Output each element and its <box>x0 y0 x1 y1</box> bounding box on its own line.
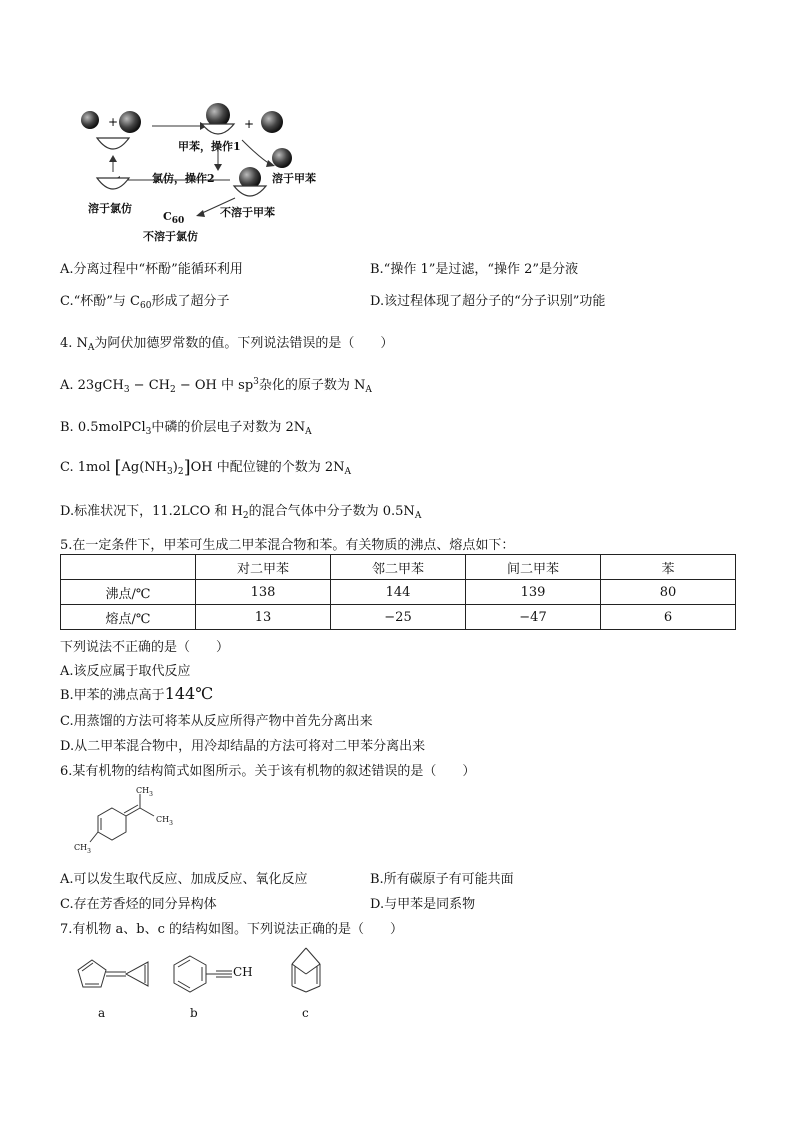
bowl-bottom-left <box>97 178 129 189</box>
q7-ch-label: CH <box>233 965 253 979</box>
label-dissolve-chloroform: 溶于氯仿 <box>88 202 132 215</box>
q7-label-a: a <box>98 1006 106 1020</box>
q7-label-c: c <box>302 1006 309 1020</box>
q5-option-d[interactable]: D.从二甲苯混合物中，用冷却结晶的方法可将对二甲苯分离出来 <box>60 739 426 754</box>
q3-option-b[interactable]: B.“操作 1”是过滤，“操作 2”是分液 <box>370 262 579 277</box>
label-toluene-op1: 甲苯，操作1 <box>178 140 241 153</box>
q6-option-c[interactable]: C.存在芳香烃的同分异构体 <box>60 897 217 912</box>
table-header-row <box>61 555 736 580</box>
q7-label-b: b <box>190 1006 198 1020</box>
q6-ch3-right: $CH_3$ <box>156 815 173 827</box>
q3-option-d[interactable]: D.该过程体现了超分子的“分子识别”功能 <box>370 294 606 309</box>
table-cell: −47 <box>466 605 601 630</box>
table-header-cell: 苯 <box>601 555 736 580</box>
table-cell: 6 <box>601 605 736 630</box>
table-cell: 139 <box>466 580 601 605</box>
table-cell: −25 <box>331 605 466 630</box>
table-cell: 13 <box>196 605 331 630</box>
q7-structure-c <box>284 944 328 996</box>
q4-option-a[interactable]: A. $23gCH_3 - CH_2$ − OH 中 $sp^3$杂化的原子数为 $N_A$ <box>60 377 372 395</box>
table-row <box>61 580 736 605</box>
q5-question: 下列说法不正确的是（ ） <box>60 640 230 655</box>
complex-bowl <box>202 124 234 134</box>
c70-ball-small <box>81 111 99 129</box>
table-header-cell: 邻二甲苯 <box>331 555 466 580</box>
svg-text:+: + <box>108 115 119 129</box>
table-header-cell <box>61 555 196 580</box>
calixarene-bowl <box>97 138 129 149</box>
svg-text:+: + <box>244 117 255 131</box>
q4-option-b[interactable]: B. 0.5molPCl$_3$中磷的价层电子对数为 $2N_A$ <box>60 420 312 437</box>
table-header-cell: 对二甲苯 <box>196 555 331 580</box>
table-row <box>61 605 736 630</box>
table-cell: 138 <box>196 580 331 605</box>
table-cell: 80 <box>601 580 736 605</box>
q3-option-c[interactable]: C.“杯酚”与 $C_{60}$形成了超分子 <box>60 294 230 311</box>
table-cell: 144 <box>331 580 466 605</box>
q6-ch3-left: $CH_3$ <box>74 843 91 855</box>
q5-data-table <box>60 554 736 630</box>
label-insoluble-chloroform: 不溶于氯仿 <box>143 230 198 243</box>
dissolved-ball <box>272 148 292 168</box>
q5-stem: 5.在一定条件下，甲苯可生成二甲苯混合物和苯。有关物质的沸点、熔点如下： <box>60 538 515 553</box>
q4-option-d[interactable]: D.标准状况下，11.2LCO 和 $H_2$的混合气体中分子数为 $0.5N_A$ <box>60 504 422 521</box>
q4-stem: 4. $N_A$为阿伏加德罗常数的值。下列说法错误的是（ ） <box>60 336 394 353</box>
label-chloroform-op2: 氯仿，操作2 <box>152 172 215 185</box>
c60-ball <box>119 111 141 133</box>
q5-option-c[interactable]: C.用蒸馏的方法可将苯从反应所得产物中首先分离出来 <box>60 714 373 729</box>
q6-ch3-top: $CH_3$ <box>136 786 153 798</box>
q5-option-b[interactable]: B.甲苯的沸点高于144℃ <box>60 684 214 703</box>
q6-option-a[interactable]: A.可以发生取代反应、加成反应、氧化反应 <box>60 872 308 887</box>
label-insoluble-toluene: 不溶于甲苯 <box>220 206 275 219</box>
q3-option-a[interactable]: A.分离过程中“杯酚”能循环利用 <box>60 262 243 277</box>
q5-option-a[interactable]: A.该反应属于取代反应 <box>60 664 191 679</box>
q6-stem: 6.某有机物的结构简式如图所示。关于该有机物的叙述错误的是（ ） <box>60 764 476 779</box>
table-header-cell: 间二甲苯 <box>466 555 601 580</box>
table-cell: 熔点/℃ <box>61 605 196 630</box>
table-cell: 沸点/℃ <box>61 580 196 605</box>
q7-stem: 7.有机物 a、b、c 的结构如图。下列说法正确的是（ ） <box>60 922 404 937</box>
q7-structure-a <box>74 954 156 998</box>
q6-option-d[interactable]: D.与甲苯是同系物 <box>370 897 476 912</box>
free-ball-right <box>261 111 283 133</box>
q6-option-b[interactable]: B.所有碳原子有可能共面 <box>370 872 514 887</box>
q4-option-c[interactable]: C. 1mol $[Ag(NH_3)_2]OH$ 中配位键的个数为 $2N_A$ <box>60 457 351 478</box>
label-dissolve-toluene: 溶于甲苯 <box>272 172 316 185</box>
label-c60: $C_{60}$ <box>163 210 185 226</box>
